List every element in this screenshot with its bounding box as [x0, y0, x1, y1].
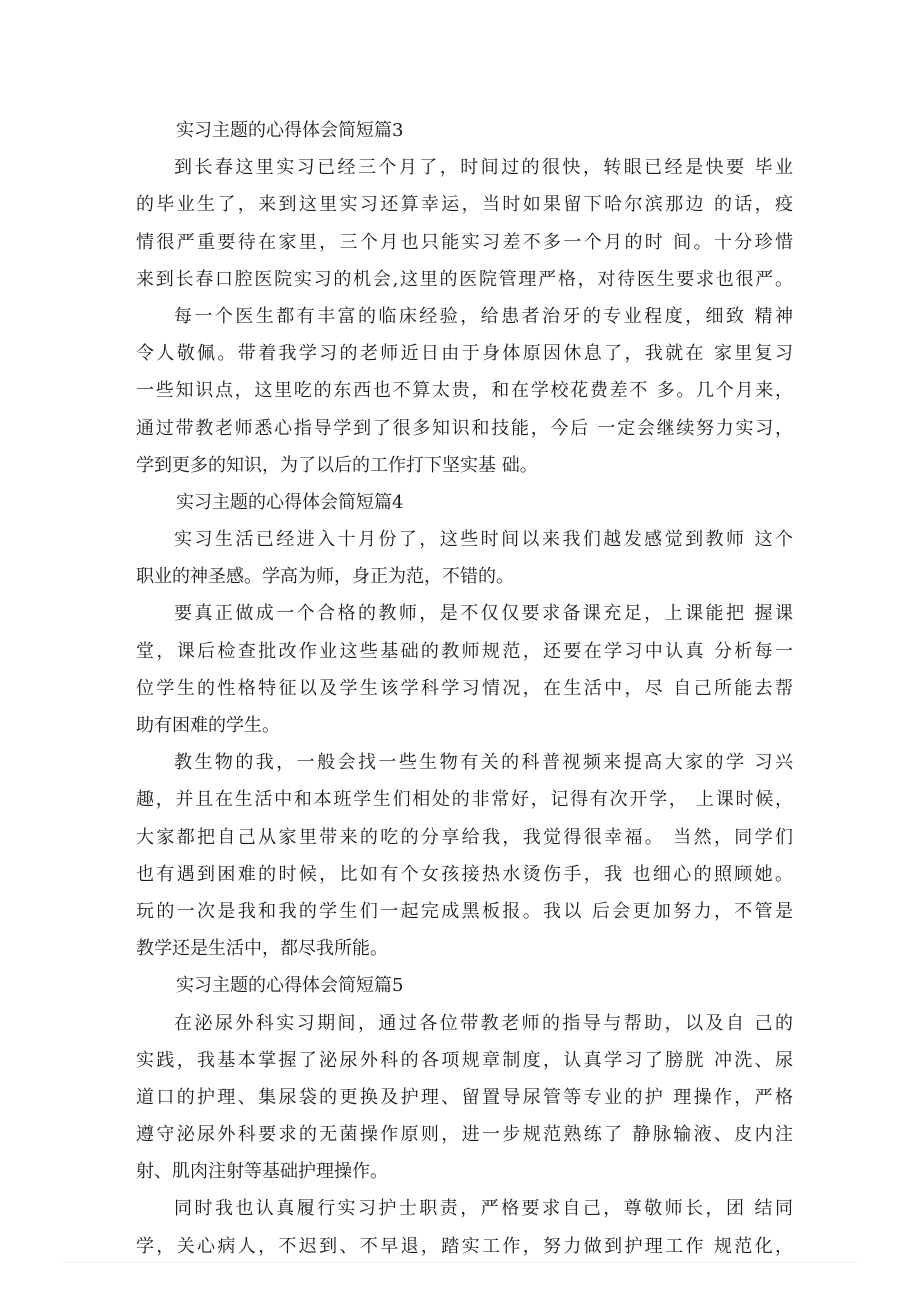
- body-text-line: 一些知识点，这里吃的东西也不算太贵，和在学校花费差不 多。几个月来，: [136, 380, 793, 402]
- body-text-line: 道口的护理、集尿袋的更换及护理、留置导尿管等专业的护 理操作，严格: [136, 1086, 793, 1108]
- body-text-line: 也有遇到困难的时候，比如有个女孩接热水烫伤手，我 也细心的照顾她。: [136, 863, 793, 885]
- body-text-line: 通过带教老师悉心指导学到了很多知识和技能，今后 一定会继续努力实习，: [136, 417, 793, 439]
- paragraph-last-line: 射、肌肉注射等基础护理操作。: [136, 1161, 388, 1183]
- paragraph-first-line: 实习生活已经进入十月份了，这些时间以来我们越发感觉到教师 这个: [174, 529, 793, 551]
- body-text-line: 遵守泌尿外科要求的无菌操作原则，进一步规范熟练了 静脉输液、皮内注: [136, 1124, 793, 1146]
- body-text-line: 令人敬佩。带着我学习的老师近日由于身体原因休息了，我就在 家里复习: [136, 343, 793, 365]
- paragraph-first-line: 要真正做成一个合格的教师，是不仅仅要求备课充足，上课能把 握课: [174, 603, 793, 625]
- section-heading: 实习主题的心得体会简短篇3: [176, 120, 404, 141]
- section-heading: 实习主题的心得体会简短篇5: [176, 975, 404, 997]
- paragraph-first-line: 在泌尿外科实习期间，通过各位带教老师的指导与帮助，以及自 己的: [174, 1012, 793, 1034]
- paragraph-first-line: 教生物的我，一般会找一些生物有关的科普视频来提高大家的学 习兴: [174, 752, 793, 774]
- paragraph-last-line: 职业的神圣感。学高为师，身正为范，不错的。: [136, 566, 514, 588]
- page-bottom-divider: [60, 1262, 860, 1263]
- body-text-line: 大家都把自己从家里带来的吃的分享给我，我觉得很幸福。 当然，同学们: [136, 826, 793, 848]
- body-text-line: 实践，我基本掌握了泌尿外科的各项规章制度，认真学习了膀胱 冲洗、尿: [136, 1049, 793, 1071]
- paragraph-first-line: 同时我也认真履行实习护士职责，严格要求自己，尊敬师长，团 结同: [174, 1198, 793, 1220]
- body-text-line: 情很严重要待在家里，三个月也只能实习差不多一个月的时 间。十分珍惜: [136, 231, 793, 253]
- body-text-line: 来到长春口腔医院实习的机会,这里的医院管理严格，对待医生要求也很严。: [136, 268, 793, 290]
- body-text-line: 位学生的性格特征以及学生该学科学习情况，在生活中，尽 自己所能去帮: [136, 677, 793, 699]
- paragraph-last-line: 助有困难的学生。: [136, 715, 280, 736]
- body-text-line: 的毕业生了，来到这里实习还算幸运，当时如果留下哈尔滨那边 的话，疫: [136, 194, 793, 216]
- document-page: [136, 112, 793, 1265]
- body-text-line: 学，关心病人，不迟到、不早退，踏实工作，努力做到护理工作 规范化，: [136, 1235, 793, 1257]
- body-text-line: 堂，课后检查批改作业这些基础的教师规范，还要在学习中认真 分析每一: [136, 640, 793, 662]
- paragraph-last-line: 教学还是生活中，都尽我所能。: [136, 938, 388, 960]
- paragraph-first-line: 到长春这里实习已经三个月了，时间过的很快，转眼已经是快要 毕业: [174, 157, 793, 179]
- section-heading: 实习主题的心得体会简短篇4: [176, 491, 404, 513]
- paragraph-last-line: 学到更多的知识，为了以后的工作打下坚实基 础。: [136, 454, 538, 476]
- body-text-line: 玩的一次是我和我的学生们一起完成黑板报。我以 后会更加努力，不管是: [136, 900, 793, 922]
- paragraph-first-line: 每一个医生都有丰富的临床经验，给患者治牙的专业程度，细致 精神: [174, 305, 793, 327]
- body-text-line: 趣，并且在生活中和本班学生们相处的非常好，记得有次开学， 上课时候，: [136, 789, 793, 811]
